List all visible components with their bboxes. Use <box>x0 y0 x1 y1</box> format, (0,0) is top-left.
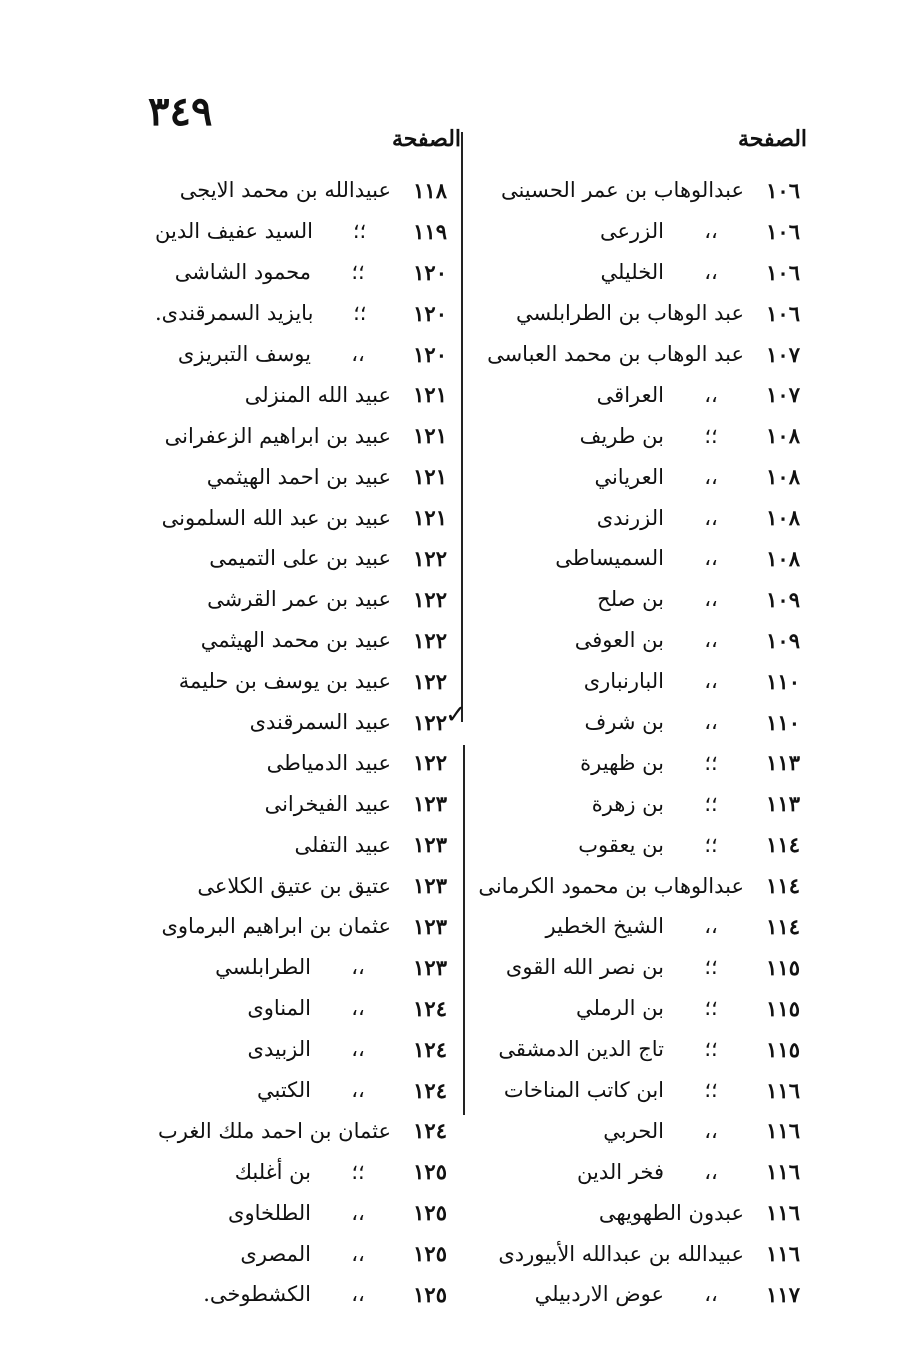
ditto-mark: ،، <box>704 219 718 244</box>
index-entry <box>155 824 447 865</box>
index-entry <box>478 170 800 211</box>
entry-name: العرياني <box>594 464 664 489</box>
index-entry <box>155 1233 447 1274</box>
entry-page-number: ١٠٦ <box>766 300 800 326</box>
index-entry <box>478 988 800 1029</box>
entry-page-number: ١١٠ <box>766 709 800 735</box>
ditto-mark: ،، <box>351 342 365 366</box>
entry-name: البارنبارى <box>583 669 664 694</box>
index-entry <box>478 702 800 743</box>
entry-page-number: ١٢٥ <box>413 1159 447 1185</box>
right-column-header: الصفحة <box>738 126 808 152</box>
index-entry <box>155 702 447 743</box>
ditto-mark: ؛؛ <box>704 1037 718 1062</box>
index-entry <box>478 947 800 988</box>
index-entry <box>478 742 800 783</box>
index-entry <box>478 1029 800 1070</box>
entry-name: الخليلي <box>600 260 664 285</box>
entry-name: عثمان بن ابراهيم البرماوى <box>161 914 391 939</box>
ditto-mark: ،، <box>704 260 718 285</box>
entry-name: عبدالوهاب بن محمود الكرمانى <box>478 873 744 898</box>
entry-page-number: ١٢٤ <box>413 1118 447 1144</box>
ditto-mark: ؛؛ <box>704 955 718 980</box>
entry-name: العراقى <box>596 382 664 407</box>
entry-name: عبيد بن احمد الهيثمي <box>206 464 391 489</box>
index-entry <box>478 252 800 293</box>
index-entry <box>478 211 800 252</box>
entry-page-number: ١٢٣ <box>413 873 447 899</box>
entry-page-number: ١١٣ <box>766 750 800 776</box>
entry-page-number: ١٢٠ <box>413 341 447 367</box>
entry-page-number: ١٢٤ <box>413 1036 447 1062</box>
index-entry <box>155 1029 447 1070</box>
left-index-column <box>155 170 447 1315</box>
entry-name: عبيد بن عمر القرشى <box>207 587 391 612</box>
entry-name: عبيد بن محمد الهيثمي <box>200 628 391 653</box>
entry-page-number: ١١٣ <box>766 791 800 817</box>
index-entry <box>478 620 800 661</box>
entry-page-number: ١٢٤ <box>413 995 447 1021</box>
entry-name: عبيد بن ابراهيم الزعفرانى <box>164 423 391 448</box>
index-entry <box>155 620 447 661</box>
entry-name: عبيدالله بن عبدالله الأبيوردى <box>498 1241 744 1266</box>
column-divider-lower <box>463 745 465 1115</box>
index-entry <box>155 1070 447 1111</box>
entry-name: فخر الدين <box>577 1159 664 1184</box>
entry-page-number: ١٢١ <box>413 423 447 449</box>
entry-name: الزبيدى <box>247 1037 311 1062</box>
index-entry <box>155 538 447 579</box>
entry-page-number: ١١٤ <box>766 832 800 858</box>
index-entry <box>478 334 800 375</box>
index-entry <box>155 947 447 988</box>
index-entry <box>478 906 800 947</box>
index-entry <box>155 1192 447 1233</box>
entry-name: السيد عفيف الدين <box>155 219 313 244</box>
entry-name: عبيد الفيخرانى <box>264 791 391 816</box>
entry-page-number: ١٢١ <box>413 464 447 490</box>
entry-name: بن نصر الله القوى <box>505 955 664 980</box>
entry-page-number: ١١٤ <box>766 913 800 939</box>
right-index-column <box>478 170 800 1315</box>
index-entry <box>478 374 800 415</box>
page-number: ٣٤٩ <box>148 88 213 135</box>
index-entry <box>478 293 800 334</box>
entry-name: ابن كاتب المناخات <box>503 1078 664 1103</box>
entry-page-number: ١٠٨ <box>766 423 800 449</box>
entry-page-number: ١٠٨ <box>766 464 800 490</box>
entry-name: عبيد الله المنزلى <box>244 382 391 407</box>
entry-name: بن يعقوب <box>578 832 664 857</box>
entry-name: الكتبي <box>256 1078 311 1103</box>
entry-page-number: ١٢٣ <box>413 832 447 858</box>
index-entry <box>155 1110 447 1151</box>
entry-page-number: ١٢٢ <box>413 668 447 694</box>
index-entry <box>155 293 447 334</box>
ditto-mark: ،، <box>704 710 718 735</box>
entry-name: عتيق بن عتيق الكلاعى <box>197 873 391 898</box>
index-entry <box>478 824 800 865</box>
entry-page-number: ١١٦ <box>766 1159 800 1185</box>
ditto-mark: ؛؛ <box>352 219 367 244</box>
entry-page-number: ١١٦ <box>766 1200 800 1226</box>
entry-name: عبيد بن عبد الله السلمونى <box>161 505 391 530</box>
ditto-mark: ،، <box>704 914 718 939</box>
entry-page-number: ١١٦ <box>766 1077 800 1103</box>
ditto-mark: ،، <box>351 1078 365 1103</box>
entry-page-number: ١٢٢ <box>413 627 447 653</box>
index-entry <box>155 456 447 497</box>
entry-page-number: ١٠٩ <box>766 586 800 612</box>
ditto-mark: ،، <box>704 382 718 407</box>
index-entry <box>478 1110 800 1151</box>
index-entry <box>155 497 447 538</box>
entry-name: المصرى <box>240 1241 311 1266</box>
index-entry <box>478 1070 800 1111</box>
entry-page-number: ١٢٢ <box>413 709 447 735</box>
entry-name: الشيخ الخطير <box>545 914 664 939</box>
entry-name: بن الرملي <box>575 996 664 1021</box>
ditto-mark: ،، <box>351 955 365 980</box>
entry-name: الكشطوخى. <box>203 1282 311 1307</box>
index-entry <box>155 783 447 824</box>
entry-page-number: ١٢٠ <box>413 300 447 326</box>
index-entry <box>478 538 800 579</box>
ditto-mark: ،، <box>351 1241 365 1266</box>
ditto-mark: ؛؛ <box>704 750 718 775</box>
entry-page-number: ١٢٥ <box>413 1200 447 1226</box>
entry-name: عبيد بن على التميمى <box>209 546 391 571</box>
entry-name: عبيد بن يوسف بن حليمة <box>178 669 391 694</box>
entry-page-number: ١٠٧ <box>766 341 800 367</box>
entry-name: بن ظهيرة <box>580 750 664 775</box>
entry-page-number: ١٢٢ <box>413 545 447 571</box>
index-entry <box>155 865 447 906</box>
ditto-mark: ؛؛ <box>704 996 718 1021</box>
index-entry <box>155 170 447 211</box>
ditto-mark: ،، <box>704 587 718 612</box>
entry-name: الزرعى <box>600 219 664 244</box>
entry-name: عبد الوهاب بن محمد العباسى <box>487 342 744 366</box>
index-entry <box>478 865 800 906</box>
entry-page-number: ١٢٥ <box>413 1241 447 1267</box>
ditto-mark: ،، <box>704 1118 718 1143</box>
ditto-mark: ،، <box>351 1200 365 1225</box>
entry-page-number: ١٠٨ <box>766 505 800 531</box>
entry-name: عبيد السمرقندى <box>249 710 391 735</box>
ditto-mark: ،، <box>351 1037 365 1062</box>
check-mark-icon: ✓ <box>445 700 467 730</box>
ditto-mark: ؛؛ <box>353 301 367 326</box>
entry-name: عبيدالله بن محمد الايجى <box>179 178 391 203</box>
entry-page-number: ١٢٣ <box>413 913 447 939</box>
entry-page-number: ١١٥ <box>766 995 800 1021</box>
index-entry <box>478 1274 800 1315</box>
index-entry <box>478 783 800 824</box>
entry-name: الحربي <box>603 1118 664 1143</box>
entry-page-number: ١١٤ <box>766 873 800 899</box>
entry-page-number: ١٢٣ <box>413 954 447 980</box>
index-entry <box>155 211 447 252</box>
entry-page-number: ١١٦ <box>766 1118 800 1144</box>
ditto-mark: ،، <box>704 1282 718 1307</box>
entry-name: عبيد الدمياطى <box>266 750 391 775</box>
entry-name: السميساطى <box>555 546 664 571</box>
index-entry <box>478 661 800 702</box>
index-entry <box>155 374 447 415</box>
ditto-mark: ،، <box>351 996 365 1021</box>
entry-page-number: ١١٥ <box>766 1036 800 1062</box>
entry-page-number: ١٢٥ <box>413 1281 447 1307</box>
entry-page-number: ١٢٠ <box>413 259 447 285</box>
entry-name: بن طريف <box>579 423 664 448</box>
ditto-mark: ؛؛ <box>704 1078 718 1103</box>
entry-name: الزرندى <box>596 505 664 530</box>
entry-page-number: ١٢١ <box>413 505 447 531</box>
entry-page-number: ١١٠ <box>766 668 800 694</box>
entry-page-number: ١٠٦ <box>766 218 800 244</box>
ditto-mark: ،، <box>704 1159 718 1184</box>
left-column-header: الصفحة <box>392 126 462 152</box>
ditto-mark: ،، <box>704 669 718 694</box>
entry-page-number: ١٢١ <box>413 382 447 408</box>
entry-name: بن صلح <box>597 587 664 612</box>
ditto-mark: ؛؛ <box>351 260 365 285</box>
entry-name: المناوى <box>247 996 311 1021</box>
entry-name: الطرابلسي <box>215 955 311 980</box>
entry-page-number: ١٠٦ <box>766 177 800 203</box>
index-entry <box>478 579 800 620</box>
entry-page-number: ١٠٧ <box>766 382 800 408</box>
entry-name: بن شرف <box>584 710 664 735</box>
entry-name: عوض الاردبيلي <box>534 1282 664 1307</box>
entry-page-number: ١١٥ <box>766 954 800 980</box>
entry-name: عبدون الطهويهى <box>598 1200 744 1225</box>
entry-page-number: ١١٦ <box>766 1241 800 1267</box>
index-entry <box>478 1151 800 1192</box>
index-entry <box>155 334 447 375</box>
entry-page-number: ١٠٦ <box>766 259 800 285</box>
entry-page-number: ١٠٩ <box>766 627 800 653</box>
entry-name: يوسف التبريزى <box>177 342 311 366</box>
ditto-mark: ،، <box>704 505 718 530</box>
ditto-mark: ؛؛ <box>704 791 718 816</box>
entry-name: بايزيد السمرقندى. <box>155 301 314 326</box>
entry-page-number: ١٠٨ <box>766 545 800 571</box>
ditto-mark: ،، <box>704 546 718 571</box>
ditto-mark: ،، <box>704 464 718 489</box>
entry-name: الطلخاوى <box>228 1200 311 1225</box>
index-entry <box>478 415 800 456</box>
index-entry <box>155 579 447 620</box>
index-entry <box>155 906 447 947</box>
ditto-mark: ،، <box>704 628 718 653</box>
entry-page-number: ١٢٣ <box>413 791 447 817</box>
entry-name: عبد الوهاب بن الطرابلسي <box>516 301 744 326</box>
entry-page-number: ١١٩ <box>413 218 447 244</box>
entry-name: بن أغلبك <box>234 1159 311 1184</box>
ditto-mark: ؛؛ <box>351 1159 365 1184</box>
index-entry <box>478 497 800 538</box>
index-entry <box>155 742 447 783</box>
entry-name: عثمان بن احمد ملك الغرب <box>158 1118 391 1143</box>
index-entry <box>155 1151 447 1192</box>
index-entry <box>155 661 447 702</box>
column-divider-upper <box>461 132 463 722</box>
entry-page-number: ١٢٤ <box>413 1077 447 1103</box>
entry-name: عبيد التفلى <box>294 832 391 857</box>
ditto-mark: ،، <box>351 1282 365 1307</box>
index-entry <box>155 1274 447 1315</box>
entry-page-number: ١٢٢ <box>413 586 447 612</box>
entry-name: محمود الشاشى <box>174 260 311 285</box>
entry-page-number: ١١٨ <box>413 177 447 203</box>
ditto-mark: ؛؛ <box>704 832 718 857</box>
index-entry <box>478 1192 800 1233</box>
entry-page-number: ١٢٢ <box>413 750 447 776</box>
entry-page-number: ١١٧ <box>766 1281 800 1307</box>
index-entry <box>478 456 800 497</box>
index-entry <box>155 415 447 456</box>
index-entry <box>155 252 447 293</box>
entry-name: بن العوفى <box>574 628 664 653</box>
index-entry <box>155 988 447 1029</box>
entry-name: عبدالوهاب بن عمر الحسينى <box>500 178 744 203</box>
index-entry <box>478 1233 800 1274</box>
entry-name: تاج الدين الدمشقى <box>498 1037 664 1062</box>
ditto-mark: ؛؛ <box>704 423 718 448</box>
entry-name: بن زهرة <box>591 791 664 816</box>
